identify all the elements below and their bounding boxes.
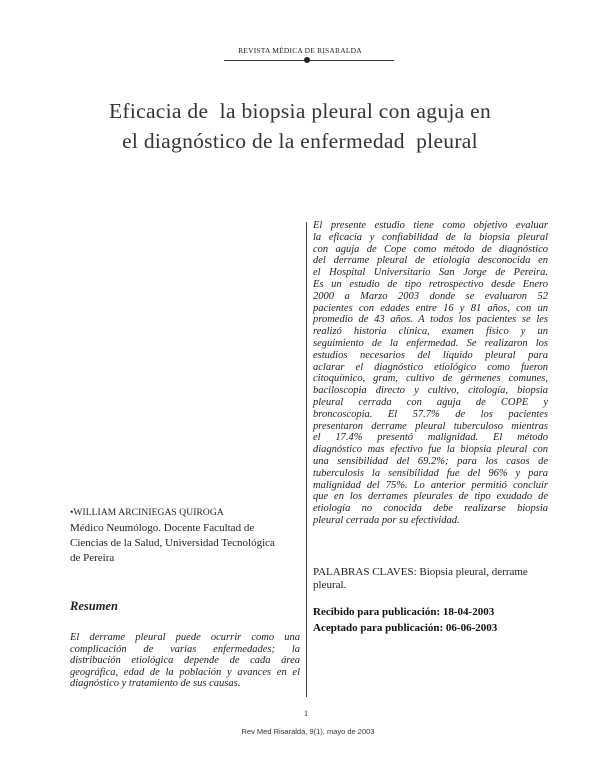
abstract-paragraph	[313, 220, 548, 527]
text-line: 2000 a Marzo 2003 donde se evaluaron 52	[313, 290, 548, 302]
text-line: broncoscopia. El 57.7% de los pacientes	[313, 408, 548, 420]
author-affiliation-line-3: de Pereira	[70, 552, 115, 564]
text-line: complicación de varias enfermedades; la	[70, 643, 300, 655]
text-line: distribución etiológica depende de cada área	[70, 655, 300, 667]
text-line: diagnóstico y tratamiento de sus causas.	[70, 678, 241, 690]
publication-dates	[313, 604, 553, 636]
text-line: presentaron derrame pleural tuberculoso mientras	[313, 420, 548, 432]
footer-citation: Rev Med Risaralda, 9(1), mayo de 2003	[241, 727, 375, 736]
text-line: pleural cerrada con aguja de COPE y	[313, 396, 548, 408]
author-name: •WILLIAM ARCINIEGAS QUIROGA	[70, 508, 224, 518]
text-line: pleural cerrada por su efectividad.	[313, 514, 460, 526]
text-line: seguimiento de la enfermedad. Se realizaron los	[313, 337, 548, 349]
header-dot	[304, 57, 310, 63]
journal-header: REVISTA MÉDICA DE RISARALDA	[238, 46, 362, 55]
text-line: estudios necesarios del líquido pleural para	[313, 349, 548, 361]
text-line: el 17.4% presentó malignidad. El método	[313, 432, 548, 444]
text-line: una sensibilidad del 69.2%; para los casos de	[313, 455, 548, 467]
title-line-2: el diagnóstico de la enfermedad pleural	[122, 129, 478, 153]
text-line: que en los derrames pleurales de tipo exudado de	[313, 491, 548, 503]
accepted-date: Aceptado para publicación: 06-06-2003	[313, 622, 498, 634]
text-line: del derrame pleural de etiología desconocida en	[313, 255, 548, 267]
text-line: aclarar el diagnóstico etiológico como fueron	[313, 361, 548, 373]
text-line: Es un estudio de tipo retrospectivo desde Enero	[313, 278, 548, 290]
author-block	[70, 506, 300, 566]
received-date: Recibido para publicación: 18-04-2003	[313, 606, 495, 618]
text-line: baciloscopia directo y cultivo, citología, biopsia	[313, 385, 548, 397]
text-line: citoquímico, gram, cultivo de gérmenes comunes,	[313, 373, 548, 385]
text-line: El presente estudio tiene como objetivo evaluar	[313, 220, 548, 231]
title-line-1: Eficacia de la biopsia pleural con aguja en	[108, 99, 492, 123]
keywords: PALABRAS CLAVES: Biopsia pleural, derrame pleural.	[313, 566, 528, 591]
text-line: diagnóstico mas efectivo fue la biopsia pleural con	[313, 444, 548, 456]
text-line: promedio de 43 años. A todos los pacientes se les	[313, 314, 548, 326]
page-number: 1	[304, 709, 308, 718]
text-line: etiología no conocida debe realizarse biopsia	[313, 503, 548, 515]
text-line: con aguja de Cope como método de diagnóstico	[313, 243, 548, 255]
text-line: realizó historia clínica, examen físico y un	[313, 326, 548, 338]
resumen-heading: Resumen	[70, 599, 118, 613]
resumen-paragraph	[70, 632, 300, 690]
text-line: la eficacia y confiabilidad de la biopsia pleural	[313, 231, 548, 243]
column-divider	[306, 222, 307, 697]
article-title	[40, 96, 560, 156]
text-line: tuberculosis la sensibilidad fue del 96% y para	[313, 467, 548, 479]
text-line: El derrame pleural puede ocurrir como una	[70, 632, 300, 643]
author-affiliation-line-2: Ciencias de la Salud, Universidad Tecnológica	[70, 537, 275, 549]
author-affiliation-line-1: Médico Neumólogo. Docente Facultad de	[70, 522, 255, 534]
text-line: pacientes con edades entre 16 y 81 años, con un	[313, 302, 548, 314]
text-line: el Hospital Universitario San Jorge de Pereira.	[313, 267, 548, 279]
text-line: malignidad del 75%. Lo anterior permitió concluir	[313, 479, 548, 491]
text-line: geográfica, edad de la población y avances en el	[70, 666, 300, 678]
